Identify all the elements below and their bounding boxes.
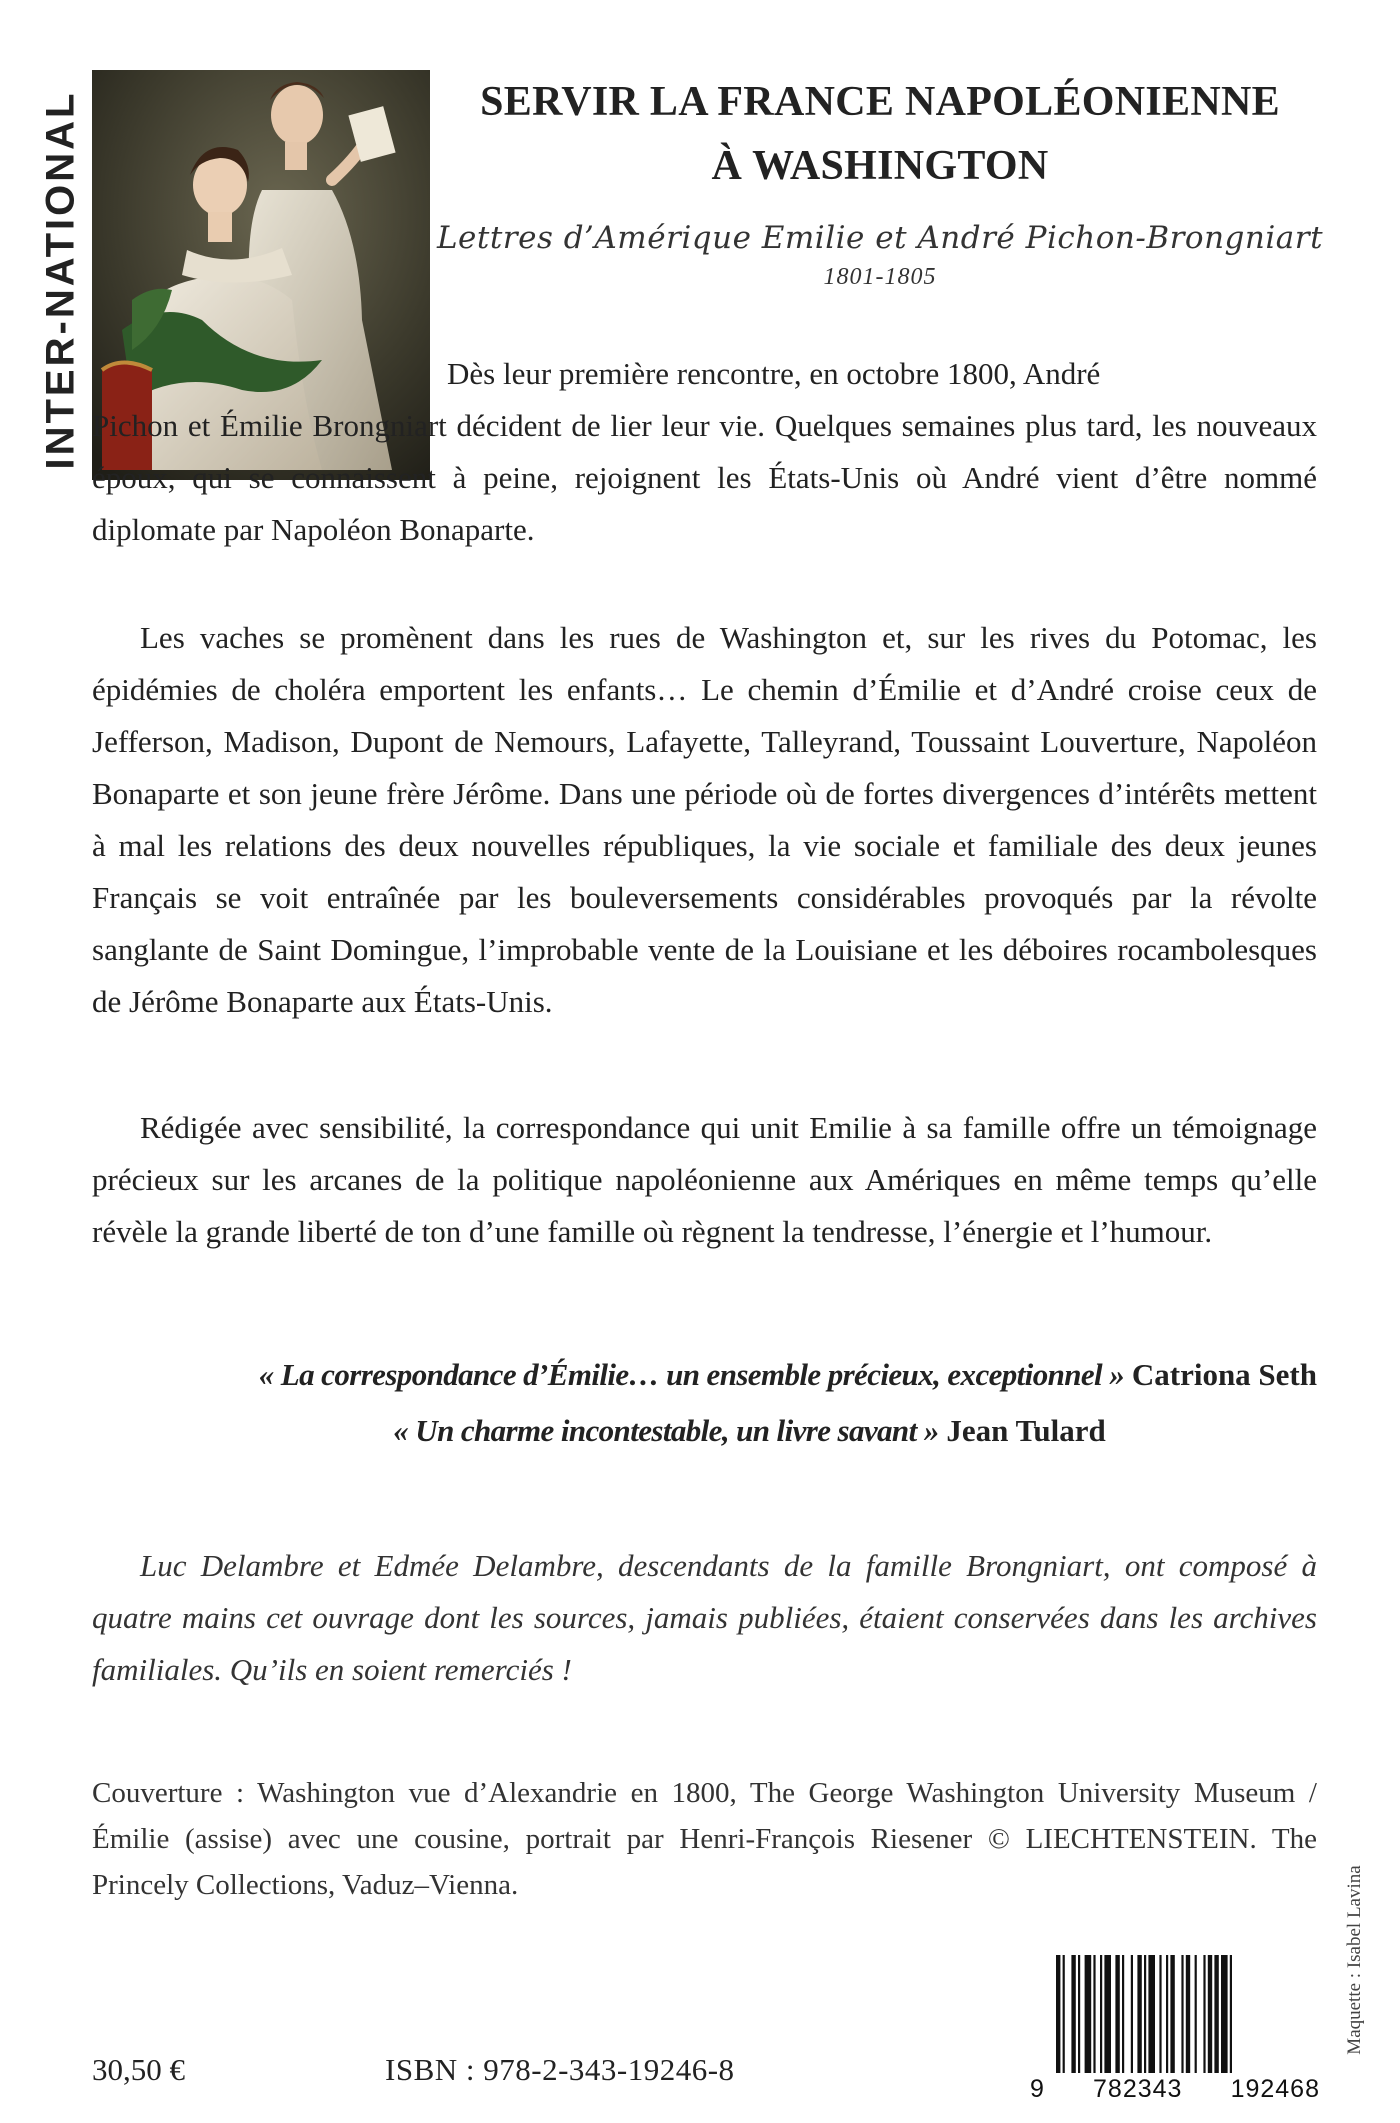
barcode-bar — [1093, 1955, 1095, 2073]
barcode-bar — [1170, 1955, 1174, 2073]
barcode-bar — [1159, 1955, 1161, 2073]
summary-paragraph-3: Rédigée avec sensibilité, la correspondance qui unit Emilie à sa famille offre un témoignage précieux sur les arcanes de la politique napoléonienne aux Amériques en même temps qu’elle révèle la grande liberté de ton d’une famille où règnent la tendresse, l’énergie et l’humour. — [92, 1110, 1317, 1249]
barcode-bar — [1148, 1955, 1155, 2073]
barcode-bar — [1078, 1955, 1080, 2073]
barcode-bar — [1221, 1955, 1228, 2073]
quote-1-author: Catriona Seth — [1131, 1357, 1317, 1392]
summary-paragraph-1 — [92, 348, 1317, 556]
barcode-bar — [1208, 1955, 1212, 2073]
book-title — [430, 70, 1330, 198]
barcode-bar — [1230, 1955, 1232, 2073]
quote-1-text: « La correspondance d’Émilie… un ensemble précieux, exceptionnel » — [258, 1357, 1125, 1392]
barcode-bar — [1181, 1955, 1183, 2073]
barcode-bar — [1214, 1955, 1218, 2073]
barcode-bar — [1115, 1955, 1119, 2073]
barcode-bar — [1131, 1955, 1133, 2073]
book-dates: 1801-1805 — [823, 264, 937, 290]
quote-2-text: « Un charme incontestable, un livre savant » — [393, 1413, 939, 1448]
isbn-number: ISBN : 978-2-343-19246-8 — [385, 2052, 735, 2087]
price: 30,50 € — [92, 2052, 185, 2087]
barcode-bar — [1071, 1955, 1075, 2073]
paragraph-1-first-line: Dès leur première rencontre, en octobre 1800, André — [447, 356, 1101, 391]
book-header — [430, 70, 1330, 291]
series-label: INTER-NATIONAL — [38, 90, 83, 470]
barcode-bar — [1100, 1955, 1102, 2073]
summary-paragraph-2: Les vaches se promènent dans les rues de Washington et, sur les rives du Potomac, les épidémies de choléra emportent les enfants… Le chemin d’Émilie et d’André croise ceux de Jefferson, Madison, Dupont de Nemours, Lafayette, Talleyrand, Toussaint Louverture, Napoléon Bonaparte et son jeune frère Jérôme. Dans une période où de fortes divergences d’intérêts mettent à mal les relations des deux nouvelles républiques, la vie sociale et familiale des deux jeunes Français se voit entraînée par les bouleversements considérables provoqués par la révolte sanglante de Saint Domingue, l’improbable vente de la Louisiane et les déboires rocambolesques de Jérôme Bonaparte aux États-Unis. — [92, 620, 1317, 1019]
paragraph-1-rest: Pichon et Émilie Brongniart décident de lier leur vie. Quelques semaines plus tard, les nouveaux époux, qui se connaissent à peine, rejoignent les États-Unis où André vient d’être nommé diplomate par Napoléon Bonaparte. — [92, 408, 1317, 547]
quote-1 — [92, 1350, 1317, 1400]
maquette-credit: Maquette : Isabel Lavina — [1344, 1865, 1365, 2055]
cover-credits: Couverture : Washington vue d’Alexandrie en 1800, The George Washington University Museum / Émilie (assise) avec une cousine, portrait par Henri-François Riesener © LIECHTENSTEIN. The Princely Collections, Vaduz–Vienna. — [92, 1777, 1317, 1901]
barcode-bars — [1054, 1955, 1320, 2073]
isbn-barcode — [1030, 1955, 1320, 2105]
title-line-1: SERVIR LA FRANCE NAPOLÉONIENNE — [480, 79, 1280, 125]
title-line-2: À WASHINGTON — [711, 143, 1049, 189]
barcode-bar — [1122, 1955, 1124, 2073]
barcode-bar — [1186, 1955, 1190, 2073]
barcode-bar — [1056, 1955, 1060, 2073]
authors-note: Luc Delambre et Edmée Delambre, descendants de la famille Brongniart, ont composé à quatre mains cet ouvrage dont les sources, jamais publiées, étaient conservées dans les archives familiales. Qu’ils en soient remerciés ! — [92, 1548, 1317, 1687]
barcode-bar — [1195, 1955, 1197, 2073]
book-subtitle: Lettres d’Amérique Emilie et André Pichon-Brongniart — [436, 220, 1324, 256]
quote-2 — [92, 1406, 1317, 1456]
quote-2-author: Jean Tulard — [946, 1413, 1106, 1448]
barcode-bar — [1166, 1955, 1168, 2073]
barcode-bar — [1104, 1955, 1111, 2073]
barcode-digits: 9 782343 192468 — [1030, 2075, 1320, 2103]
barcode-bar — [1085, 1955, 1092, 2073]
barcode-bar — [1063, 1955, 1065, 2073]
barcode-bar — [1144, 1955, 1146, 2073]
barcode-bar — [1137, 1955, 1141, 2073]
press-quotes — [92, 1350, 1317, 1456]
barcode-bar — [1203, 1955, 1205, 2073]
